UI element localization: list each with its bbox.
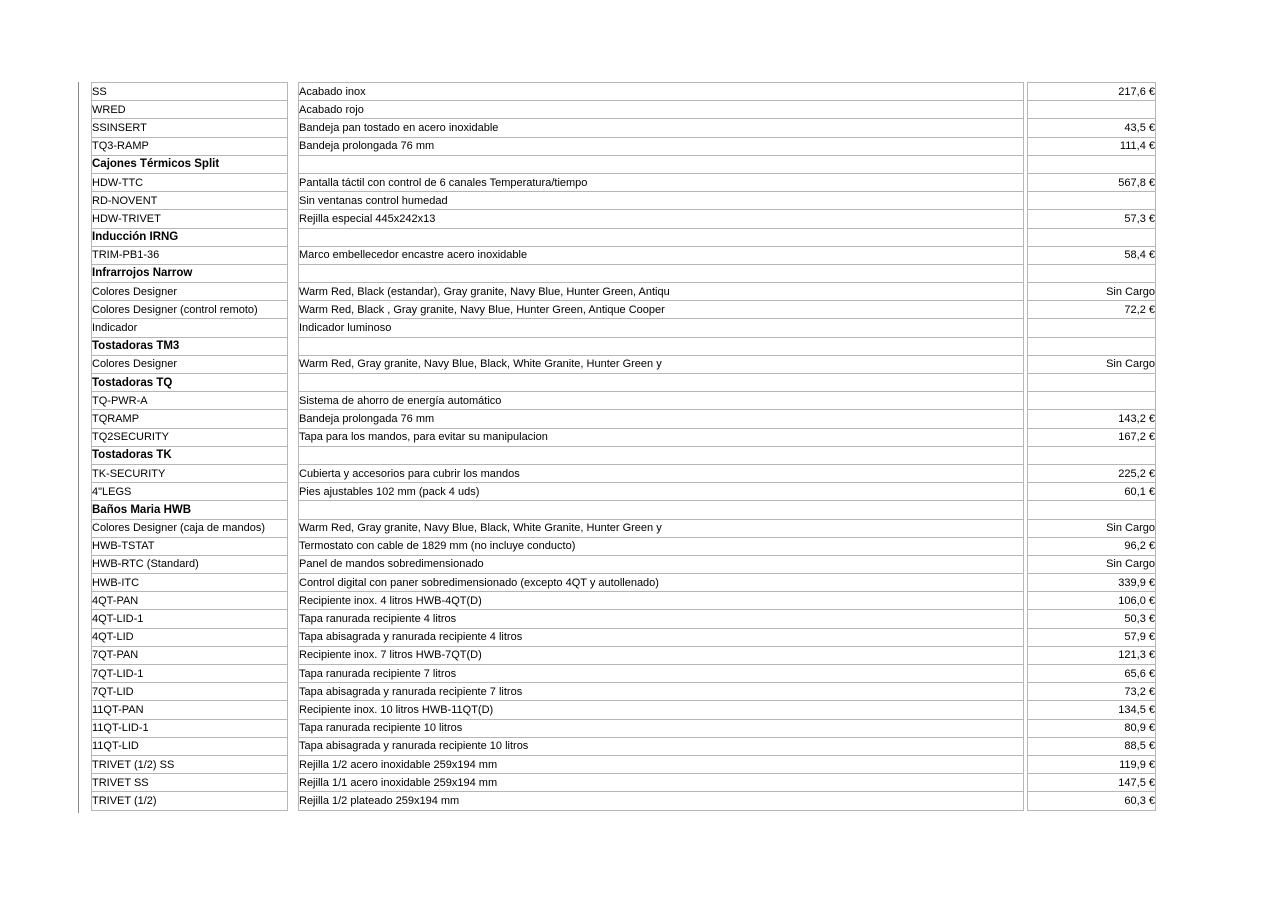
code-cell: TQ-PWR-A — [92, 392, 288, 410]
column-spacer — [288, 501, 299, 519]
description-cell — [299, 374, 1024, 392]
code-cell: HDW-TTC — [92, 173, 288, 191]
column-spacer — [288, 228, 299, 246]
table-row — [92, 283, 1156, 301]
column-spacer — [288, 574, 299, 592]
price-cell: 65,6 € — [1028, 665, 1156, 683]
section-title-cell: Infrarrojos Narrow — [92, 264, 288, 282]
table-row — [92, 737, 1156, 755]
page-margin-rule — [78, 82, 79, 813]
section-row — [92, 374, 1156, 392]
table-row — [92, 319, 1156, 337]
column-spacer — [288, 719, 299, 737]
price-cell: 567,8 € — [1028, 173, 1156, 191]
price-cell: 58,4 € — [1028, 246, 1156, 264]
column-spacer — [288, 555, 299, 573]
price-cell: 111,4 € — [1028, 137, 1156, 155]
description-cell: Rejilla 1/2 plateado 259x194 mm — [299, 792, 1024, 810]
price-cell: 43,5 € — [1028, 119, 1156, 137]
code-cell: RD-NOVENT — [92, 192, 288, 210]
price-cell: 60,3 € — [1028, 792, 1156, 810]
code-cell: Colores Designer — [92, 283, 288, 301]
price-cell: 88,5 € — [1028, 737, 1156, 755]
description-cell: Bandeja prolongada 76 mm — [299, 137, 1024, 155]
description-cell: Tapa abisagrada y ranurada recipiente 7 litros — [299, 683, 1024, 701]
price-cell: Sin Cargo — [1028, 555, 1156, 573]
price-cell: 72,2 € — [1028, 301, 1156, 319]
price-cell: 147,5 € — [1028, 774, 1156, 792]
description-cell — [299, 446, 1024, 464]
section-title-cell: Tostadoras TQ — [92, 374, 288, 392]
table-row — [92, 774, 1156, 792]
code-cell: 7QT-PAN — [92, 646, 288, 664]
description-cell: Rejilla 1/1 acero inoxidable 259x194 mm — [299, 774, 1024, 792]
column-spacer — [288, 410, 299, 428]
description-cell: Pantalla táctil con control de 6 canales Temperatura/tiempo — [299, 173, 1024, 191]
price-cell: 60,1 € — [1028, 483, 1156, 501]
column-spacer — [288, 428, 299, 446]
price-cell — [1028, 228, 1156, 246]
column-spacer — [288, 155, 299, 173]
price-cell: Sin Cargo — [1028, 519, 1156, 537]
column-spacer — [288, 301, 299, 319]
table-row — [92, 119, 1156, 137]
column-spacer — [288, 537, 299, 555]
description-cell: Tapa ranurada recipiente 7 litros — [299, 665, 1024, 683]
code-cell: HWB-RTC (Standard) — [92, 555, 288, 573]
description-cell: Tapa ranurada recipiente 4 litros — [299, 610, 1024, 628]
code-cell: TRIVET SS — [92, 774, 288, 792]
price-cell: 339,9 € — [1028, 574, 1156, 592]
description-cell: Panel de mandos sobredimensionado — [299, 555, 1024, 573]
column-spacer — [288, 337, 299, 355]
description-cell: Sin ventanas control humedad — [299, 192, 1024, 210]
price-cell: 96,2 € — [1028, 537, 1156, 555]
table-row — [92, 246, 1156, 264]
section-title-cell: Baños Maria HWB — [92, 501, 288, 519]
column-spacer — [288, 319, 299, 337]
code-cell: 4QT-LID-1 — [92, 610, 288, 628]
price-cell: 50,3 € — [1028, 610, 1156, 628]
table-row — [92, 719, 1156, 737]
code-cell: 7QT-LID-1 — [92, 665, 288, 683]
price-list-body — [92, 83, 1156, 811]
price-cell: 143,2 € — [1028, 410, 1156, 428]
column-spacer — [288, 701, 299, 719]
description-cell: Recipiente inox. 4 litros HWB-4QT(D) — [299, 592, 1024, 610]
code-cell: Colores Designer — [92, 355, 288, 373]
table-row — [92, 592, 1156, 610]
description-cell: Recipiente inox. 10 litros HWB-11QT(D) — [299, 701, 1024, 719]
price-cell: 167,2 € — [1028, 428, 1156, 446]
price-cell — [1028, 192, 1156, 210]
table-row — [92, 755, 1156, 773]
column-spacer — [288, 665, 299, 683]
code-cell: Indicador — [92, 319, 288, 337]
price-cell: 119,9 € — [1028, 755, 1156, 773]
code-cell: HWB-ITC — [92, 574, 288, 592]
code-cell: HDW-TRIVET — [92, 210, 288, 228]
price-cell: 225,2 € — [1028, 464, 1156, 482]
code-cell: HWB-TSTAT — [92, 537, 288, 555]
table-row — [92, 628, 1156, 646]
description-cell: Rejilla 1/2 acero inoxidable 259x194 mm — [299, 755, 1024, 773]
table-row — [92, 483, 1156, 501]
description-cell: Control digital con paner sobredimensionado (excepto 4QT y autollenado) — [299, 574, 1024, 592]
price-cell — [1028, 264, 1156, 282]
price-cell: 73,2 € — [1028, 683, 1156, 701]
table-row — [92, 428, 1156, 446]
column-spacer — [288, 519, 299, 537]
column-spacer — [288, 173, 299, 191]
column-spacer — [288, 774, 299, 792]
column-spacer — [288, 464, 299, 482]
description-cell: Tapa ranurada recipiente 10 litros — [299, 719, 1024, 737]
description-cell — [299, 228, 1024, 246]
description-cell — [299, 337, 1024, 355]
description-cell: Sistema de ahorro de energía automático — [299, 392, 1024, 410]
column-spacer — [288, 446, 299, 464]
section-row — [92, 228, 1156, 246]
column-spacer — [288, 283, 299, 301]
description-cell: Pies ajustables 102 mm (pack 4 uds) — [299, 483, 1024, 501]
table-row — [92, 646, 1156, 664]
table-row — [92, 610, 1156, 628]
price-cell: 80,9 € — [1028, 719, 1156, 737]
column-spacer — [288, 683, 299, 701]
description-cell: Warm Red, Black (estandar), Gray granite, Navy Blue, Hunter Green, Antiqu — [299, 283, 1024, 301]
column-spacer — [288, 192, 299, 210]
column-spacer — [288, 374, 299, 392]
table-row — [92, 410, 1156, 428]
table-row — [92, 574, 1156, 592]
price-cell: 57,3 € — [1028, 210, 1156, 228]
section-row — [92, 264, 1156, 282]
description-cell — [299, 264, 1024, 282]
column-spacer — [288, 592, 299, 610]
table-row — [92, 101, 1156, 119]
description-cell: Tapa abisagrada y ranurada recipiente 10 litros — [299, 737, 1024, 755]
price-cell — [1028, 319, 1156, 337]
description-cell: Bandeja prolongada 76 mm — [299, 410, 1024, 428]
description-cell: Cubierta y accesorios para cubrir los mandos — [299, 464, 1024, 482]
column-spacer — [288, 610, 299, 628]
column-spacer — [288, 737, 299, 755]
section-title-cell: Inducción IRNG — [92, 228, 288, 246]
description-cell: Acabado rojo — [299, 101, 1024, 119]
section-title-cell: Tostadoras TM3 — [92, 337, 288, 355]
price-cell — [1028, 374, 1156, 392]
code-cell: Colores Designer (caja de mandos) — [92, 519, 288, 537]
code-cell: 4"LEGS — [92, 483, 288, 501]
column-spacer — [288, 264, 299, 282]
code-cell: 11QT-LID-1 — [92, 719, 288, 737]
description-cell: Tapa abisagrada y ranurada recipiente 4 litros — [299, 628, 1024, 646]
section-title-cell: Cajones Térmicos Split — [92, 155, 288, 173]
section-row — [92, 501, 1156, 519]
code-cell: SSINSERT — [92, 119, 288, 137]
price-cell — [1028, 337, 1156, 355]
description-cell: Tapa para los mandos, para evitar su manipulacion — [299, 428, 1024, 446]
description-cell: Warm Red, Gray granite, Navy Blue, Black, White Granite, Hunter Green y — [299, 355, 1024, 373]
code-cell: 4QT-LID — [92, 628, 288, 646]
code-cell: TK-SECURITY — [92, 464, 288, 482]
table-row — [92, 137, 1156, 155]
table-row — [92, 665, 1156, 683]
code-cell: 4QT-PAN — [92, 592, 288, 610]
description-cell: Termostato con cable de 1829 mm (no incluye conducto) — [299, 537, 1024, 555]
column-spacer — [288, 483, 299, 501]
description-cell — [299, 501, 1024, 519]
description-cell: Recipiente inox. 7 litros HWB-7QT(D) — [299, 646, 1024, 664]
code-cell: TQRAMP — [92, 410, 288, 428]
column-spacer — [288, 210, 299, 228]
table-row — [92, 83, 1156, 101]
code-cell: TQ3-RAMP — [92, 137, 288, 155]
column-spacer — [288, 83, 299, 101]
column-spacer — [288, 101, 299, 119]
section-row — [92, 155, 1156, 173]
column-spacer — [288, 792, 299, 810]
description-cell: Indicador luminoso — [299, 319, 1024, 337]
section-row — [92, 446, 1156, 464]
table-row — [92, 192, 1156, 210]
price-cell — [1028, 392, 1156, 410]
code-cell: TQ2SECURITY — [92, 428, 288, 446]
column-spacer — [288, 755, 299, 773]
price-cell: 134,5 € — [1028, 701, 1156, 719]
description-cell — [299, 155, 1024, 173]
code-cell: TRIVET (1/2) — [92, 792, 288, 810]
table-row — [92, 210, 1156, 228]
price-cell: 57,9 € — [1028, 628, 1156, 646]
table-row — [92, 519, 1156, 537]
column-spacer — [288, 392, 299, 410]
column-spacer — [288, 246, 299, 264]
code-cell: TRIVET (1/2) SS — [92, 755, 288, 773]
price-cell — [1028, 446, 1156, 464]
table-row — [92, 683, 1156, 701]
description-cell: Warm Red, Black , Gray granite, Navy Blue, Hunter Green, Antique Cooper — [299, 301, 1024, 319]
code-cell: 11QT-PAN — [92, 701, 288, 719]
price-cell: 121,3 € — [1028, 646, 1156, 664]
price-cell: Sin Cargo — [1028, 355, 1156, 373]
section-title-cell: Tostadoras TK — [92, 446, 288, 464]
description-cell: Acabado inox — [299, 83, 1024, 101]
column-spacer — [288, 137, 299, 155]
table-row — [92, 355, 1156, 373]
table-row — [92, 173, 1156, 191]
code-cell: Colores Designer (control remoto) — [92, 301, 288, 319]
table-row — [92, 792, 1156, 810]
code-cell: 11QT-LID — [92, 737, 288, 755]
code-cell: WRED — [92, 101, 288, 119]
code-cell: SS — [92, 83, 288, 101]
column-spacer — [288, 646, 299, 664]
price-cell — [1028, 501, 1156, 519]
price-cell: 106,0 € — [1028, 592, 1156, 610]
price-cell: 217,6 € — [1028, 83, 1156, 101]
price-cell — [1028, 155, 1156, 173]
table-row — [92, 464, 1156, 482]
description-cell: Marco embellecedor encastre acero inoxidable — [299, 246, 1024, 264]
column-spacer — [288, 119, 299, 137]
table-row — [92, 301, 1156, 319]
price-cell: Sin Cargo — [1028, 283, 1156, 301]
price-cell — [1028, 101, 1156, 119]
section-row — [92, 337, 1156, 355]
code-cell: 7QT-LID — [92, 683, 288, 701]
code-cell: TRIM-PB1-36 — [92, 246, 288, 264]
column-spacer — [288, 628, 299, 646]
description-cell: Bandeja pan tostado en acero inoxidable — [299, 119, 1024, 137]
table-row — [92, 555, 1156, 573]
description-cell: Warm Red, Gray granite, Navy Blue, Black, White Granite, Hunter Green y — [299, 519, 1024, 537]
table-row — [92, 537, 1156, 555]
table-row — [92, 392, 1156, 410]
price-list-table — [91, 82, 1156, 811]
description-cell: Rejilla especial 445x242x13 — [299, 210, 1024, 228]
column-spacer — [288, 355, 299, 373]
table-row — [92, 701, 1156, 719]
